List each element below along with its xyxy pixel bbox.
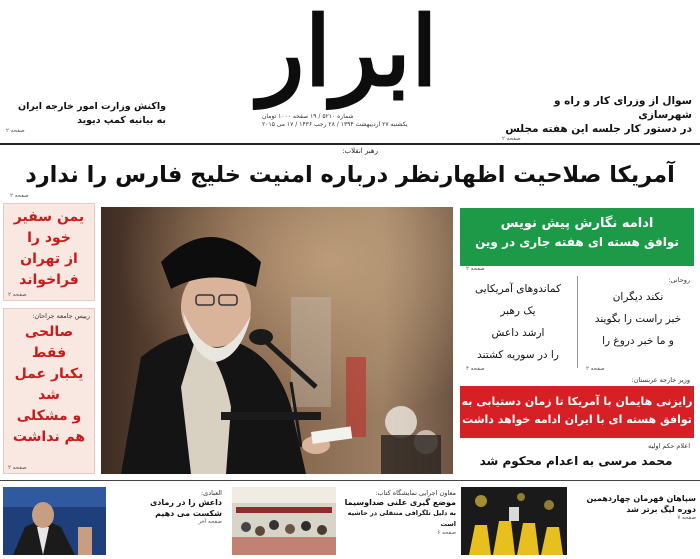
leader-photo-image (101, 207, 453, 474)
sepahan-photo[interactable] (461, 487, 567, 555)
page-ref: صفحه ۲ (8, 292, 27, 298)
masthead-rule (0, 143, 700, 145)
abadi-photo[interactable] (3, 487, 106, 555)
abadi-photo-image (3, 487, 106, 555)
sepahan-line-2: دوره لیگ برتر شد (626, 505, 696, 514)
green-line-1: ادامه نگارش پیش نویس (500, 216, 654, 231)
surgeons-line-1: صالحی (24, 324, 74, 340)
rouhani-story[interactable] (582, 286, 694, 352)
rouhani-kicker: روحانی: (668, 276, 690, 284)
green-page-ref: صفحه ۲ (466, 266, 485, 272)
morsi-headline[interactable]: محمد مرسی به اعدام محکوم شد (479, 454, 673, 468)
surgeons-kicker: رییس جامعه جراحان: (32, 312, 90, 320)
lead-photo[interactable] (101, 207, 453, 474)
sepahan-story[interactable] (572, 493, 696, 521)
bookfair-line-1: موضع گیری علنی صداوسیما (344, 498, 456, 507)
page-ref: صفحه ۲ (6, 128, 25, 134)
saudi-line-2: توافق هسته ای با ایران ادامه خواهد داشت (462, 413, 692, 426)
abadi-line-2: شکست می دهیم (155, 509, 222, 518)
yemen-line-2: خود را (27, 230, 71, 246)
top-left-headline-2: به بیانیه کمپ دیوید (77, 115, 166, 126)
issue-info (262, 113, 438, 129)
page-ref: صفحه ۲ (8, 465, 27, 471)
top-left-headline-1: واکنش وزارت امور خارجه ایران (17, 101, 166, 112)
abadi-line-1: داعش را در رمادی (149, 498, 222, 507)
abadi-story[interactable] (110, 489, 222, 525)
lead-headline[interactable]: آمریکا صلاحیت اظهارنظر درباره امنیت خلیج فارس را ندارد (25, 162, 675, 188)
bookfair-photo[interactable] (232, 487, 336, 555)
saudi-kicker: وزیر خارجه عربستان: (631, 376, 690, 384)
top-left-story[interactable] (6, 100, 166, 134)
newspaper-logo: ابرار (258, 0, 438, 108)
commandos-line-1: کماندوهای آمریکایی (475, 283, 561, 295)
bookfair-line-2: به دلیل تلگرافی منتقلی در حاشیه است (347, 509, 456, 528)
bookfair-story[interactable] (340, 489, 456, 536)
bookfair-kicker: معاون اجرایی نمایشگاه کتاب: (375, 489, 456, 497)
surgeons-line-6: هم نداشت (12, 429, 86, 445)
abadi-kicker: العبادی: (200, 489, 222, 497)
top-right-headline-2: در دستور کار جلسه این هفته مجلس (505, 123, 692, 135)
commandos-page-ref: صفحه ۴ (466, 366, 485, 372)
sepahan-photo-image (461, 487, 567, 555)
page-ref: صفحه ۲ (502, 136, 521, 142)
bookfair-photo-image (232, 487, 336, 555)
column-divider (577, 276, 578, 368)
rouhani-line-2: خبر راست را بگویند (594, 313, 682, 325)
surgeons-box[interactable] (3, 308, 95, 474)
page-ref: صفحه آخر (198, 519, 222, 525)
commandos-line-2: یک رهبر (500, 305, 536, 317)
sepahan-line-1: سپاهان قهرمان چهاردهمین (586, 494, 696, 503)
lead-kicker: رهبر انقلاب: (342, 147, 378, 155)
saudi-fm-banner[interactable] (460, 386, 694, 438)
surgeons-line-4: شد (38, 387, 60, 403)
issue-line-1: شماره ۵۲۱۰ / ۱۹ صفحه ۱۰۰۰ تومان (262, 113, 354, 120)
commandos-line-3: ارشد داعش (491, 327, 545, 339)
yemen-ambassador-box[interactable] (3, 203, 95, 301)
page-ref: صفحه ۷ (677, 515, 696, 521)
commandos-story[interactable] (462, 278, 574, 366)
green-line-2: توافق هسته ای هفته جاری در وین (475, 235, 679, 249)
lead-page-ref: صفحه ۲ (10, 193, 29, 199)
commandos-line-4: را در سوریه کشتند (477, 349, 559, 361)
surgeons-line-5: و مشکلی (16, 408, 82, 424)
morsi-kicker: اعلام حکم اولیه (647, 442, 690, 450)
rouhani-line-1: نکند دیگران (612, 291, 664, 303)
nuclear-draft-banner[interactable] (460, 208, 694, 266)
issue-line-2: یکشنبه ۲۷ اردیبهشت ۱۳۹۴ / ۲۸ رجب ۱۴۳۶ / ۱۷ می ۲۰۱۵ (262, 121, 408, 128)
page-ref: صفحه ۶ (437, 530, 456, 536)
saudi-line-1: رایزنی هایمان با آمریکا تا زمان دستیابی به (461, 395, 693, 408)
bottom-rule (0, 480, 700, 481)
rouhani-page-ref: صفحه ۲ (586, 366, 605, 372)
surgeons-line-2: فقط (31, 345, 67, 361)
yemen-line-3: از تهران (20, 251, 78, 267)
rouhani-line-3: و ما خبر دروغ را (602, 335, 674, 347)
top-right-story[interactable] (502, 94, 692, 142)
surgeons-line-3: یکبار عمل (14, 366, 84, 382)
yemen-line-1: یمن سفیر (13, 209, 85, 225)
yemen-line-4: فراخواند (19, 272, 79, 288)
top-right-headline-1: سوال از وزرای کار و راه و شهرسازی (553, 95, 692, 121)
